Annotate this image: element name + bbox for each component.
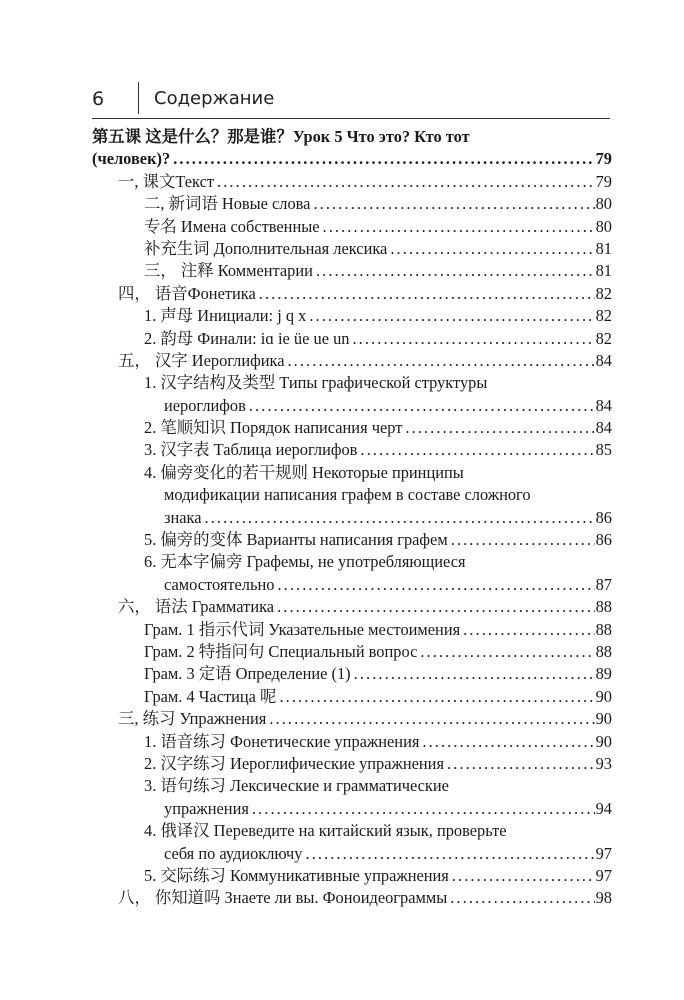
toc-entry-page: 86 [595, 507, 612, 527]
toc-leader-dots [323, 216, 595, 238]
toc-leader-dots [420, 641, 594, 663]
toc-leader-dots [309, 305, 594, 327]
page-number: 6 [92, 88, 105, 110]
toc-entry-page: 88 [595, 641, 612, 661]
toc-entry-title: Грам. 2 特指问句 Специальный вопрос [144, 641, 418, 661]
toc-entry [92, 484, 612, 506]
toc-leader-dots [205, 507, 595, 529]
toc-leader-dots [306, 843, 595, 865]
toc-leader-dots [277, 574, 594, 596]
toc-entry-page: 97 [595, 843, 612, 863]
toc-leader-dots [173, 148, 594, 170]
toc-entry-page: 94 [595, 798, 612, 818]
toc-entry-title: самостоятельно [164, 574, 275, 594]
toc-entry-page: 82 [595, 328, 612, 348]
toc-entry-page: 88 [595, 597, 612, 617]
toc-entry-title: (человек)? [92, 149, 171, 169]
toc-entry-page: 84 [595, 395, 612, 415]
toc-entry-page: 84 [595, 418, 612, 438]
toc-leader-dots [316, 260, 595, 282]
toc-leader-dots [360, 439, 594, 461]
toc-entry [92, 574, 612, 596]
toc-entry-page: 86 [595, 530, 612, 550]
toc-entry [92, 753, 612, 775]
toc-entry-page: 82 [595, 283, 612, 303]
toc-leader-dots [422, 731, 594, 753]
toc-leader-dots [451, 529, 595, 551]
toc-entry-page: 84 [595, 350, 612, 370]
toc-entry-page: 93 [595, 753, 612, 773]
toc-entry [92, 619, 612, 641]
running-header [92, 86, 608, 114]
toc-entry-title: 六， 语法 Грамматика [118, 597, 275, 617]
toc-entry-page: 80 [595, 194, 612, 214]
toc-leader-dots [354, 663, 595, 685]
toc-entry [92, 395, 612, 417]
toc-entry-page: 90 [595, 731, 612, 751]
toc-entry-title: 1. 语音练习 Фонетические упражнения [144, 731, 420, 751]
toc-entry-title: 四， 语音Фонетика [118, 283, 256, 303]
toc-entry [92, 820, 612, 842]
toc-entry-title: Грам. 1 指示代词 Указательные местоимения [144, 619, 461, 639]
toc-leader-dots [259, 283, 595, 305]
toc-leader-dots [390, 238, 594, 260]
toc-entry-title: упражнения [164, 798, 249, 818]
toc-entry-page: 85 [595, 440, 612, 460]
toc-entry-title: 6. 无本字偏旁 Графемы, не употребляющиеся [144, 552, 466, 572]
toc-entry-page: 89 [595, 664, 612, 684]
toc-entry-title: 3. 语句练习 Лексические и грамматические [144, 776, 449, 796]
toc-entry-page: 80 [595, 216, 612, 236]
toc-entry [92, 865, 612, 887]
toc-entry-title: 二, 新词语 Новые слова [144, 194, 311, 214]
toc-entry [92, 372, 612, 394]
toc-entry [92, 350, 612, 372]
toc-entry-title: Грам. 3 定语 Определение (1) [144, 664, 351, 684]
toc-entry-page: 82 [595, 306, 612, 326]
toc-leader-dots [217, 171, 595, 193]
toc-entry-title: знака [164, 507, 202, 527]
header-separator [138, 82, 139, 114]
toc-entry-page: 97 [595, 865, 612, 885]
toc-entry-title: 2. 汉字练习 Иероглифические упражнения [144, 753, 444, 773]
toc-entry-page: 81 [595, 238, 612, 258]
toc-entry [92, 663, 612, 685]
toc-entry-page: 88 [595, 619, 612, 639]
toc-entry [92, 417, 612, 439]
toc-entry-page: 90 [595, 686, 612, 706]
toc-entry [92, 731, 612, 753]
toc-leader-dots [287, 350, 594, 372]
toc-entry-page: 81 [595, 261, 612, 281]
toc-entry-page: 79 [595, 171, 612, 191]
toc-entry [92, 887, 612, 909]
table-of-contents [92, 126, 612, 910]
toc-leader-dots [452, 865, 595, 887]
toc-entry-title: иероглифов [164, 395, 246, 415]
toc-entry [92, 596, 612, 618]
toc-entry-title: 八， 你知道吗 Знаете ли вы. Фоноидеограммы [118, 888, 448, 908]
toc-leader-dots [463, 619, 594, 641]
toc-entry-page: 98 [595, 888, 612, 908]
toc-entry [92, 529, 612, 551]
toc-entry [92, 507, 612, 529]
toc-entry-page: 79 [595, 149, 612, 169]
toc-entry-title: 3. 汉字表 Таблица иероглифов [144, 440, 358, 460]
toc-leader-dots [269, 708, 594, 730]
toc-entry-title: 三， 注释 Комментарии [144, 261, 313, 281]
toc-entry [92, 216, 612, 238]
toc-leader-dots [279, 686, 594, 708]
toc-entry-page: 90 [595, 709, 612, 729]
toc-entry-title: 五， 汉字 Иероглифика [118, 350, 285, 370]
toc-entry [92, 126, 612, 148]
toc-entry [92, 148, 612, 170]
toc-entry [92, 238, 612, 260]
toc-entry [92, 171, 612, 193]
toc-entry-title: 1. 汉字结构及类型 Типы графической структуры [144, 373, 488, 393]
toc-entry-title: 4. 俄译汉 Переведите на китайский язык, проверьте [144, 821, 507, 841]
toc-entry-title: 一, 课文Текст [118, 171, 215, 191]
running-title: Содержание [154, 88, 275, 109]
toc-leader-dots [352, 328, 594, 350]
toc-entry [92, 260, 612, 282]
toc-leader-dots [450, 887, 594, 909]
toc-entry-title: 2. 笔顺知识 Порядок написания черт [144, 418, 403, 438]
toc-entry-page: 87 [595, 574, 612, 594]
toc-leader-dots [249, 395, 595, 417]
toc-entry-title: 5. 交际练习 Коммуникативные упражнения [144, 865, 449, 885]
header-rule [92, 118, 610, 119]
toc-leader-dots [447, 753, 595, 775]
toc-entry [92, 551, 612, 573]
toc-leader-dots [277, 596, 595, 618]
toc-leader-dots [405, 417, 594, 439]
toc-entry [92, 328, 612, 350]
toc-entry [92, 193, 612, 215]
toc-entry-title: 补充生词 Дополнительная лексика [144, 238, 388, 258]
toc-entry-title: 2. 韵母 Финали: iɑ ie üe ue un [144, 328, 350, 348]
toc-entry [92, 305, 612, 327]
toc-entry [92, 439, 612, 461]
toc-entry [92, 283, 612, 305]
toc-entry [92, 641, 612, 663]
toc-entry-title: модификации написания графем в составе сложного [164, 485, 531, 505]
toc-entry [92, 843, 612, 865]
toc-leader-dots [252, 798, 595, 820]
toc-leader-dots [313, 193, 594, 215]
toc-entry-title: 1. 声母 Инициали: j q x [144, 306, 307, 326]
toc-entry [92, 798, 612, 820]
toc-entry-title: 4. 偏旁变化的若干规则 Некоторые принципы [144, 462, 464, 482]
toc-entry [92, 775, 612, 797]
toc-entry-title: 第五课 这是什么？那是谁？Урок 5 Что это? Кто тот [92, 127, 470, 146]
toc-entry-title: себя по аудиоключу [164, 843, 303, 863]
toc-entry [92, 708, 612, 730]
toc-entry-title: 三, 练习 Упражнения [118, 709, 267, 729]
toc-entry [92, 686, 612, 708]
toc-entry-title: Грам. 4 Частица 呢 [144, 686, 277, 706]
toc-entry-title: 专名 Имена собственные [144, 216, 320, 236]
toc-entry [92, 462, 612, 484]
toc-entry-title: 5. 偏旁的变体 Варианты написания графем [144, 530, 448, 550]
